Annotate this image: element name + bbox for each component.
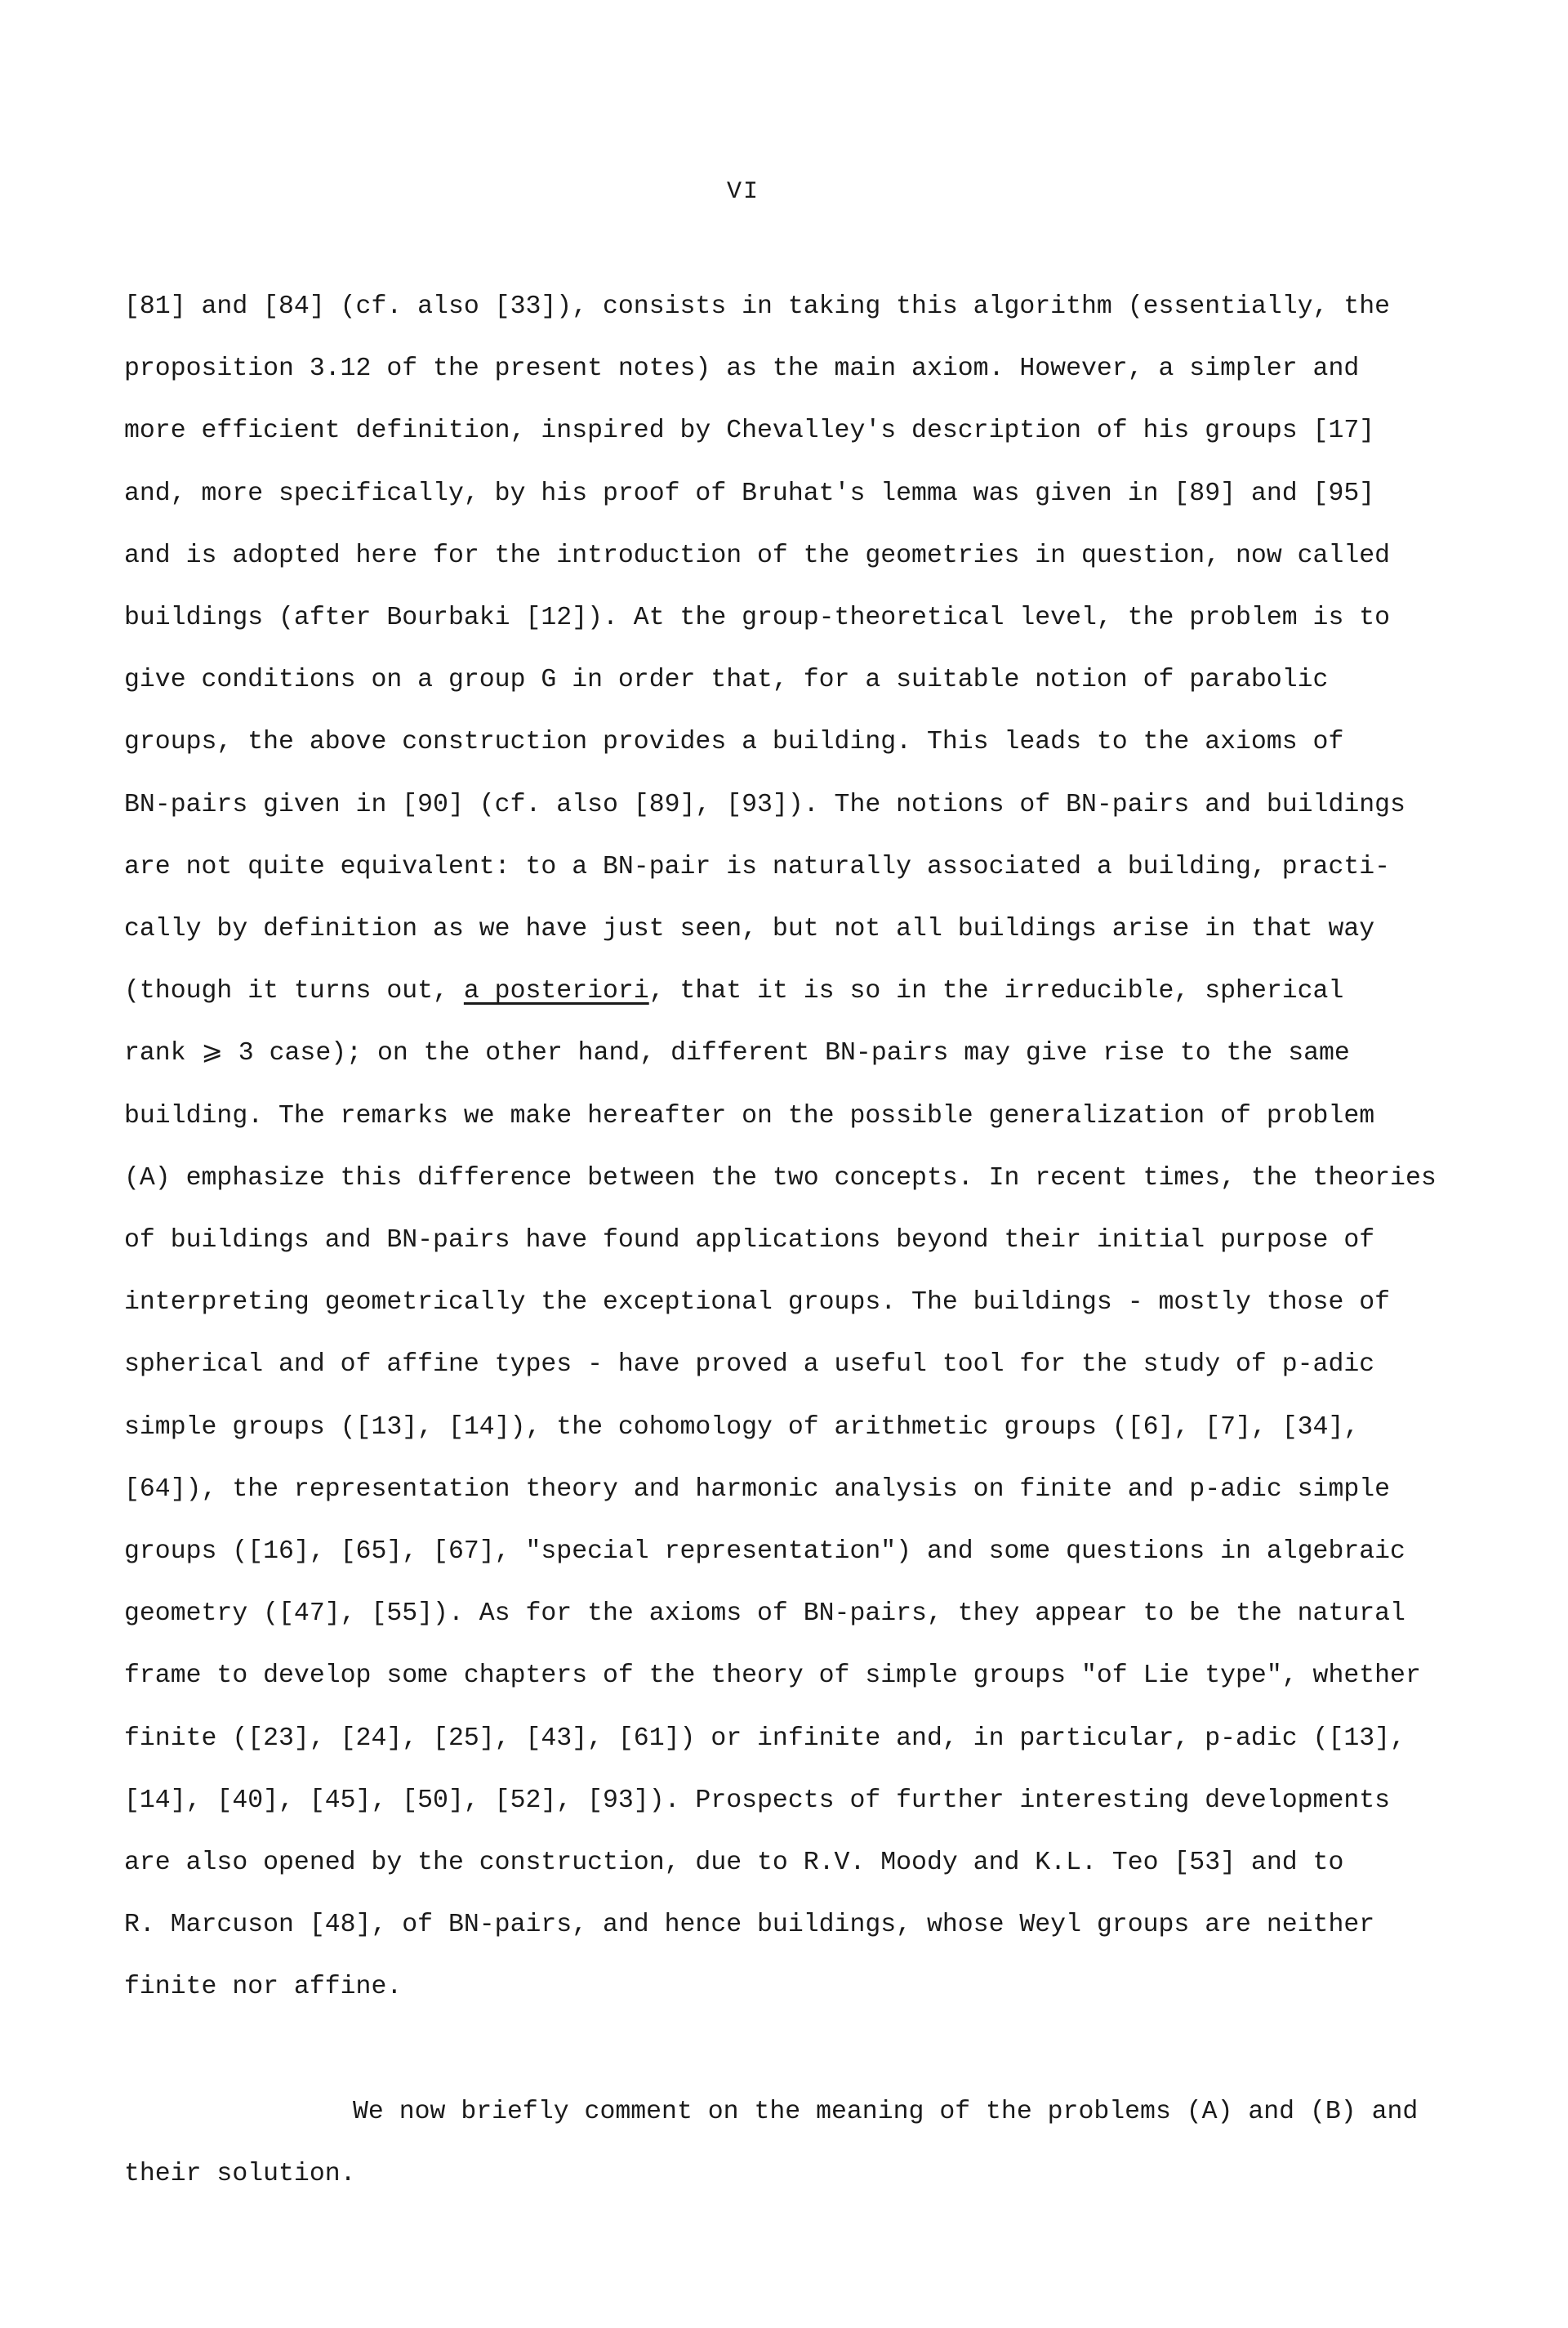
text-line: [81] and [84] (cf. also [33]), consists in taking this algorithm (essentially, the xyxy=(124,292,1391,321)
underlined-phrase: a posteriori xyxy=(463,977,649,1006)
text-line: building. The remarks we make hereafter on the possible generalization of problem xyxy=(124,1101,1375,1131)
text-line: BN-pairs given in [90] (cf. also [89], [93]). The notions of BN-pairs and buildings xyxy=(124,790,1405,819)
text-line: geometry ([47], [55]). As for the axioms of BN-pairs, they appear to be the natural xyxy=(124,1599,1405,1629)
text-line: [14], [40], [45], [50], [52], [93]). Prospects of further interesting developments xyxy=(124,1786,1391,1815)
text-line: proposition 3.12 of the present notes) as the main axiom. However, a simpler and xyxy=(124,355,1360,384)
text-line: (A) emphasize this difference between the two concepts. In recent times, the theories xyxy=(124,1163,1437,1193)
text-line: are not quite equivalent: to a BN-pair is naturally associated a building, practi- xyxy=(124,852,1391,881)
page-number: VI xyxy=(726,178,760,206)
text-segment: , that it is so in the irreducible, spherical xyxy=(648,977,1344,1006)
text-line: groups ([16], [65], [67], "special representation") and some questions in algebraic xyxy=(124,1537,1405,1567)
text-line: buildings (after Bourbaki [12]). At the group-theoretical level, the problem is to xyxy=(124,604,1391,633)
text-line: R. Marcuson [48], of BN-pairs, and hence buildings, whose Weyl groups are neither xyxy=(124,1911,1375,1940)
paragraph-spacer xyxy=(124,2019,1463,2081)
text-line: groups, the above construction provides a building. This leads to the axioms of xyxy=(124,728,1344,757)
text-line: rank ⩾ 3 case); on the other hand, different BN-pairs may give rise to the same xyxy=(124,1039,1350,1068)
paragraph-comment xyxy=(124,2081,1463,2205)
text-line: spherical and of affine types - have proved a useful tool for the study of p-adic xyxy=(124,1350,1375,1380)
text-line: of buildings and BN-pairs have found applications beyond their initial purpose of xyxy=(124,1226,1375,1255)
text-line: cally by definition as we have just seen, but not all buildings arise in that way xyxy=(124,915,1375,944)
text-line: are also opened by the construction, due to R.V. Moody and K.L. Teo [53] and to xyxy=(124,1849,1344,1878)
text-line: [64]), the representation theory and harmonic analysis on finite and p-adic simple xyxy=(124,1474,1391,1504)
text-line: give conditions on a group G in order that, for a suitable notion of parabolic xyxy=(124,666,1329,695)
text-line: more efficient definition, inspired by Chevalley's description of his groups [17] xyxy=(124,417,1375,446)
text-line: We now briefly comment on the meaning of the problems (A) and (B) and xyxy=(353,2097,1419,2126)
text-line: their solution. xyxy=(124,2159,356,2188)
paragraph-buildings xyxy=(124,276,1463,2019)
text-line: frame to develop some chapters of the theory of simple groups "of Lie type", whether xyxy=(124,1661,1421,1691)
text-line: simple groups ([13], [14]), the cohomology of arithmetic groups ([6], [7], [34], xyxy=(124,1412,1360,1442)
text-line: finite nor affine. xyxy=(124,1973,403,2002)
text-line: and is adopted here for the introduction of the geometries in question, now called xyxy=(124,541,1391,570)
text-line xyxy=(124,961,1463,1023)
text-segment: (though it turns out, xyxy=(124,977,464,1006)
body-text xyxy=(124,276,1463,2205)
text-line: interpreting geometrically the exceptional groups. The buildings - mostly those of xyxy=(124,1288,1391,1318)
text-line: finite ([23], [24], [25], [43], [61]) or infinite and, in particular, p-adic ([13], xyxy=(124,1724,1405,1753)
text-line: and, more specifically, by his proof of Bruhat's lemma was given in [89] and [95] xyxy=(124,479,1375,508)
